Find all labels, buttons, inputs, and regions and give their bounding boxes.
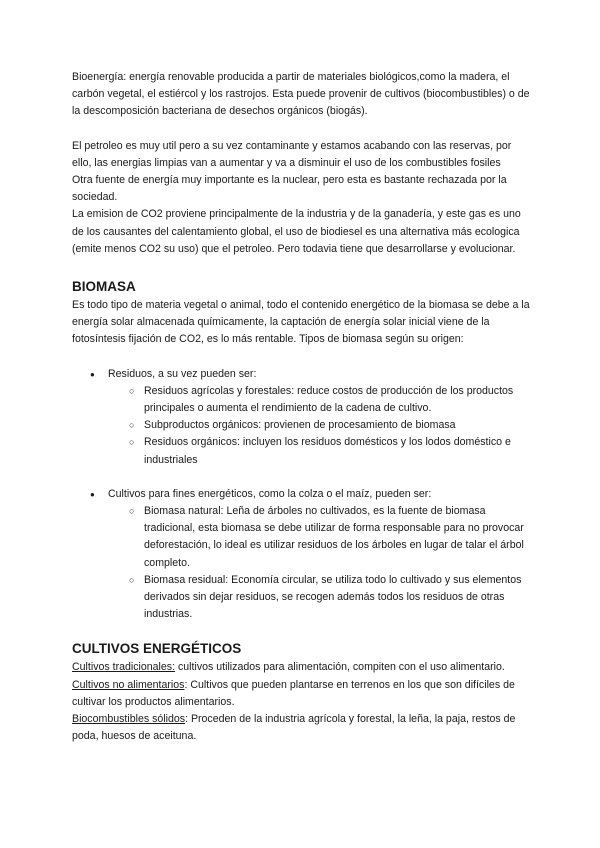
list-item-label: Cultivos para fines energéticos, como la colza o el maíz, pueden ser:: [108, 487, 432, 500]
cultivos-term: Biocombustibles sólidos: [72, 713, 186, 726]
cultivos-heading: CULTIVOS ENERGÉTICOS: [72, 641, 242, 657]
cultivos-text: : Proceden de la industria agrícola y forestal, la leña, la paja, restos de poda, huesos de aceituna.: [72, 713, 516, 743]
cultivos-entry: [72, 677, 532, 711]
sublist-item: ○ Subproductos orgánicos: provienen de procesamiento de biomasa: [108, 417, 532, 434]
cultivos-entry: [72, 659, 532, 676]
cultivos-sublist: [108, 503, 532, 623]
sublist-item: ○ Residuos agrícolas y forestales: reduce costos de producción de los productos principales o aumenta el rendimiento de la cadena de cultivo.: [108, 383, 532, 417]
residuos-sublist: [108, 383, 532, 469]
biomasa-heading: BIOMASA: [72, 279, 136, 295]
sublist-item: ○ Biomasa residual: Economía circular, se utiliza todo lo cultivado y sus elementos derivados sin dejar residuos, se recogen además todos los residuos de otras industrias.: [108, 572, 532, 624]
cultivos-text: cultivos utilizados para alimentación, compiten con el uso alimentario.: [175, 661, 505, 674]
document-page: [72, 69, 532, 746]
co2-paragraph: La emision de CO2 proviene principalmente de la industria y de la ganadería, y este gas es uno de los causantes del calentamiento global, el uso de biodiesel es una alternativa más ecologica (emite menos CO2 su uso) que el petroleo. Pero todavia tiene que desarrollarse y evolucionar.: [72, 208, 521, 255]
cultivos-entry: [72, 711, 532, 745]
nuclear-paragraph: Otra fuente de energía muy importante es la nuclear, pero esta es bastante rechazada por la sociedad.: [72, 174, 507, 204]
sublist-item: ○ Biomasa natural: Leña de árboles no cultivados, es la fuente de biomasa tradicional, esta biomasa se debe utilizar de forma responsable para no provocar deforestación, lo ideal es utilizar residuos de los árboles en lugar de talar el árbol completo.: [108, 503, 532, 572]
list-item-label: Residuos, a su vez pueden ser:: [108, 367, 257, 380]
cultivos-term: Cultivos tradicionales:: [72, 661, 176, 674]
list-item-cultivos: [72, 486, 532, 624]
list-item-residuos: [72, 366, 532, 469]
biomasa-types-list: [72, 366, 532, 624]
biomasa-paragraph: Es todo tipo de materia vegetal o animal, todo el contenido energético de la biomasa se debe a la energía solar almacenada químicamente, la captación de energía solar inicial viene de la fotosíntesis fijación de CO2, es lo más rentable. Tipos de biomasa según su origen:: [72, 299, 530, 346]
cultivos-text: : Cultivos que pueden plantarse en terrenos en los que son difíciles de cultivar los productos alimentarios.: [72, 678, 515, 708]
cultivos-term: Cultivos no alimentarios: [72, 678, 185, 691]
bioenergia-paragraph: Bioenergía: energía renovable producida a partir de materiales biológicos,como la madera, el carbón vegetal, el estiércol y los rastrojos. Esta puede provenir de cultivos (biocombustibles) o de la descomposición bacteriana de desechos orgánicos (biogás).: [72, 71, 530, 118]
sublist-item: ○ Residuos orgánicos: incluyen los residuos domésticos y los lodos doméstico e industriales: [108, 434, 532, 468]
petroleo-paragraph: El petroleo es muy util pero a su vez contaminante y estamos acabando con las reservas, por ello, las energias limpias van a aumentar y va a disminuir el uso de los combustibles fosiles: [72, 139, 512, 169]
